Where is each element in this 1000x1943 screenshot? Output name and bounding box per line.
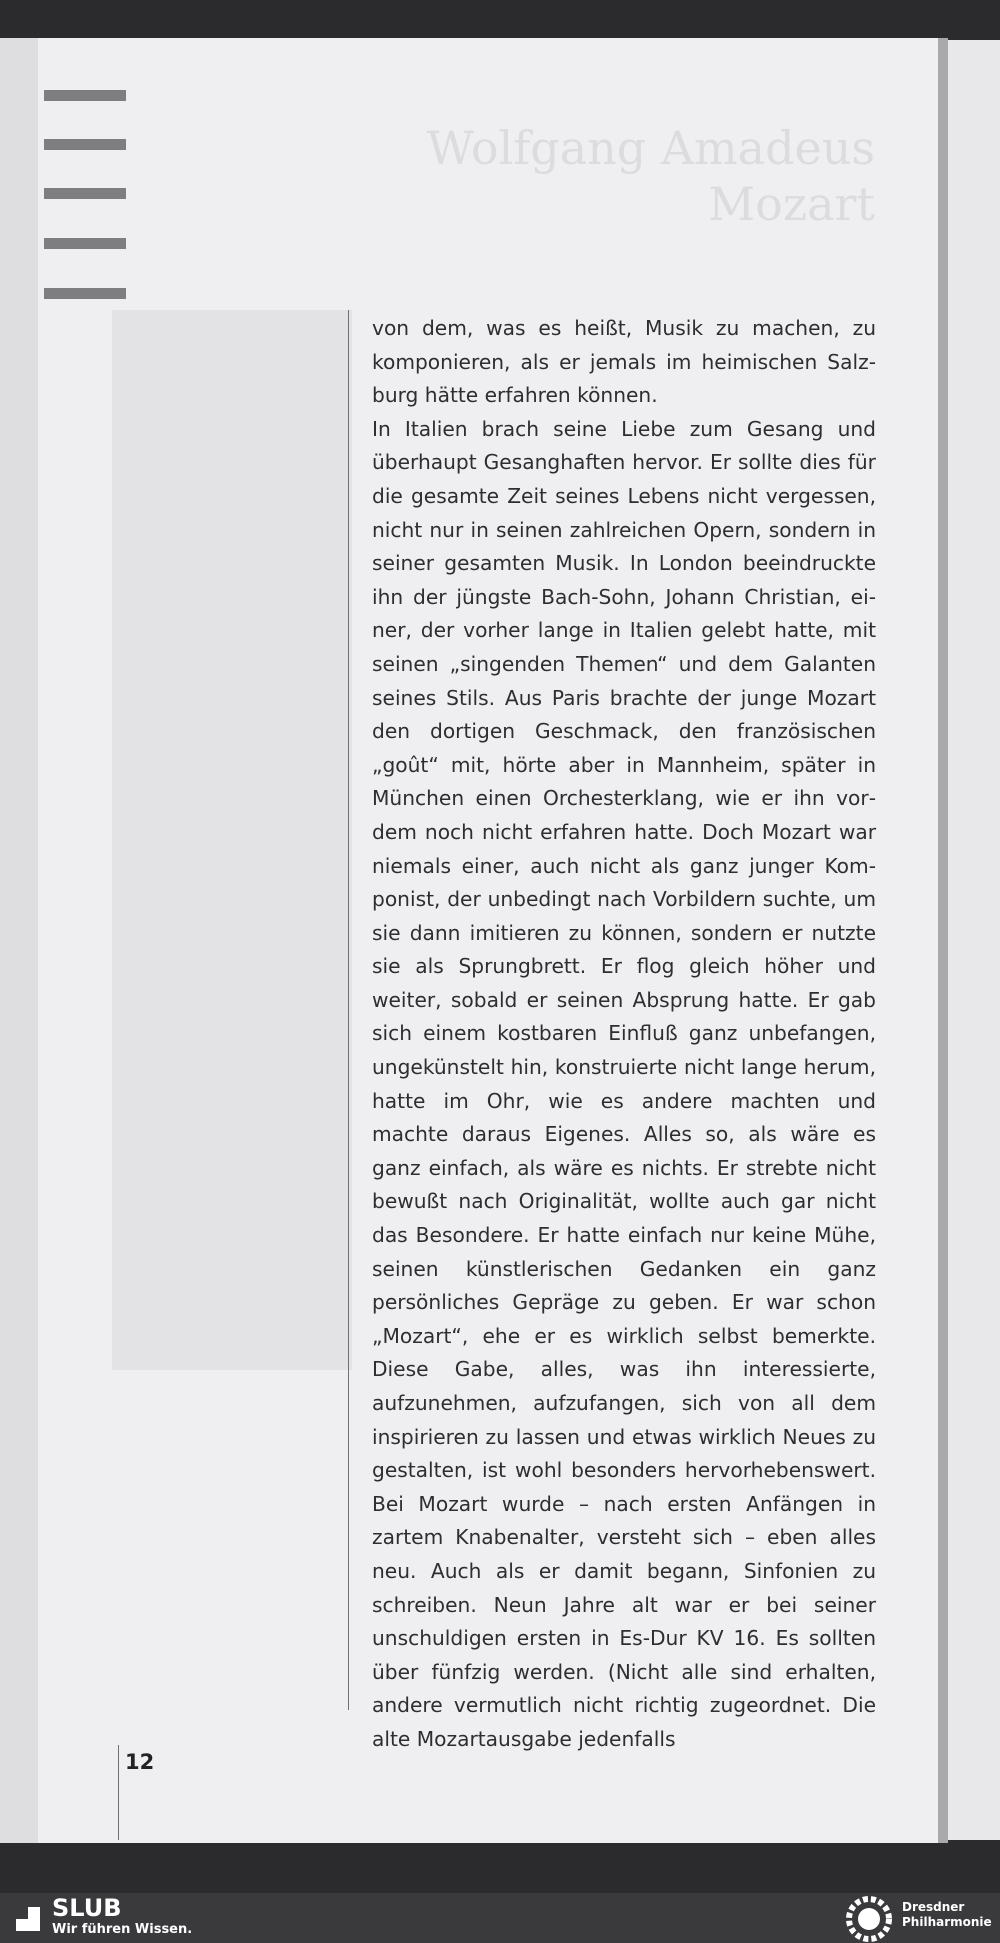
index-tab-mark [44, 90, 126, 101]
index-tab-mark [44, 288, 126, 299]
page-edge-shadow [938, 38, 948, 1843]
index-tab-mark [44, 139, 126, 150]
facing-page-edge [948, 40, 1000, 1840]
slub-logo-text: SLUB [52, 1894, 122, 1922]
page-number-rule [118, 1745, 119, 1840]
article-body-text: von dem, was es heißt, Musik zu machen, zu komponieren, als er jemals im heimischen Salzburg hätte erfahren können. In Italien brach seine Liebe zum Gesang und überhaupt Gesanghaften hervor. Er sollte dies für die gesamte Zeit seines Lebens nicht vergessen, nicht nur in seinen zahlreichen Opern, sondern in seiner gesamten Musik. In London beeindruckte ihn der jüngste Bach-Sohn, Johann Christian, einer, der vorher lange in Italien gelebt hatte, mit seinen „singenden Themen“ und dem Galanten seines Stils. Aus Paris brachte der junge Mozart den dortigen Geschmack, den französischen „goût“ mit, hörte aber in Mannheim, später in München einen Orchesterklang, wie er ihn vordem noch nicht erfahren hatte. Doch Mozart war niemals einer, auch nicht als ganz junger Komponist, der unbedingt nach Vorbildern suchte, um sie dann imitieren zu können, sondern er nutzte sie als Sprungbrett. Er flog gleich höher und weiter, sobald er seinen Absprung hatte. Er gab sich einem kostbaren Einfluß ganz unbefangen, ungekünstelt hin, konstruierte nicht lange herum, hatte im Ohr, wie es andere machten und machte daraus Eigenes. Alles so, als wäre es ganz einfach, als wäre es nichts. Er strebte nicht bewußt nach Originalität, wollte auch gar nicht das Besondere. Er hatte einfach nur keine Mühe, seinen künstlerischen Gedanken ein ganz persönliches Gepräge zu geben. Er war schon „Mozart“, ehe er es wirklich selbst bemerkte. Diese Gabe, alles, was ihn interessierte, aufzunehmen, aufzufangen, sich von all dem inspirieren zu lassen und etwas wirklich Neues zu gestalten, ist wohl besonders hervorhebenswert. Bei Mozart wurde – nach ersten Anfängen in zartem Knabenalter, versteht sich – eben alles neu. Auch als er damit begann, Sinfonien zu schreiben. Neun Jahre alt war er bei seiner unschuldigen ersten in Es-Dur KV 16. Es sollten über fünfzig werden. (Nicht alle sind erhalten, andere vermutlich nicht richtig zugeordnet. Die alte Mozartausgabe jedenfalls [372, 316, 876, 1751]
partner-name-line1: Dresdner [902, 1900, 965, 1914]
dresdner-philharmonie-logo-icon [842, 1896, 896, 1942]
index-tab-mark [44, 238, 126, 249]
index-tab-mark [44, 188, 126, 199]
partner-name-line2: Philharmonie [902, 1915, 992, 1929]
slub-tagline: Wir führen Wissen. [52, 1922, 193, 1937]
dresdner-philharmonie-name [902, 1900, 998, 1930]
show-through-title: Wolfgang Amadeus Mozart [426, 121, 875, 231]
sidebar-shaded-panel [112, 310, 352, 1370]
slub-logo-icon [14, 1905, 44, 1935]
page-number: 12 [125, 1750, 155, 1774]
column-divider [348, 310, 349, 1710]
scan-left-margin [0, 38, 38, 1843]
